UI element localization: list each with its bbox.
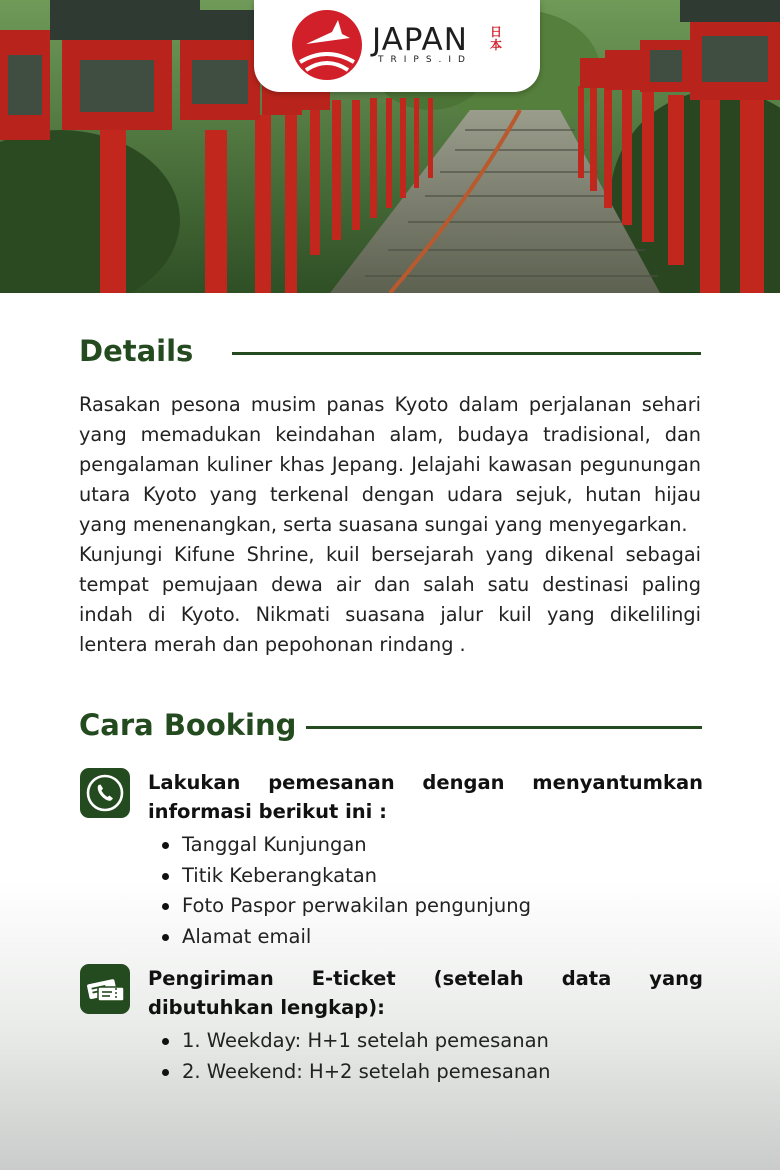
booking-divider xyxy=(306,726,702,729)
phone-icon-box xyxy=(80,768,130,818)
details-title: Details xyxy=(79,334,194,368)
details-divider xyxy=(232,352,701,355)
list-item: 2. Weekend: H+2 setelah pemesanan xyxy=(160,1057,551,1088)
list-item: 1. Weekday: H+1 setelah pemesanan xyxy=(160,1026,551,1057)
brand-sub: TRIPS.ID xyxy=(378,55,472,65)
booking-title: Cara Booking xyxy=(79,708,297,742)
details-paragraph: Kunjungi Kifune Shrine, kuil bersejarah yang dikenal sebagai tempat pemujaan dewa air dan salah satu destinasi paling indah di Kyoto. Nikmati suasana jalur kuil yang dikelilingi lentera merah dan pepohonan rindang . xyxy=(79,543,701,656)
brand-kanji: 日本 xyxy=(490,25,503,52)
booking-step-2-list xyxy=(160,1026,551,1087)
brand-logo xyxy=(254,0,540,92)
list-item: Titik Keberangkatan xyxy=(160,861,531,892)
brand-name: JAPAN xyxy=(372,22,468,58)
phone-icon xyxy=(80,768,130,818)
details-body xyxy=(79,390,701,660)
japan-trips-logo-icon xyxy=(292,10,362,80)
list-item: Tanggal Kunjungan xyxy=(160,830,531,861)
booking-step-2-title: Pengiriman E-ticket (setelah data yang dibutuhkan lengkap): xyxy=(148,967,703,1019)
list-item: Foto Paspor perwakilan pengunjung xyxy=(160,891,531,922)
ticket-icon xyxy=(80,964,130,1014)
booking-step-1-title: Lakukan pemesanan dengan menyantumkan informasi berikut ini : xyxy=(148,771,703,823)
details-paragraph: Rasakan pesona musim panas Kyoto dalam perjalanan sehari yang memadukan keindahan alam, budaya tradisional, dan pengalaman kuliner khas Jepang. Jelajahi kawasan pegunungan utara Kyoto yang terkenal dengan udara sejuk, hutan hijau yang menenangkan, serta suasana sungai yang menyegarkan. xyxy=(79,393,701,536)
list-item: Alamat email xyxy=(160,922,531,953)
booking-step-1-list xyxy=(160,830,531,952)
ticket-icon-box xyxy=(80,964,130,1014)
